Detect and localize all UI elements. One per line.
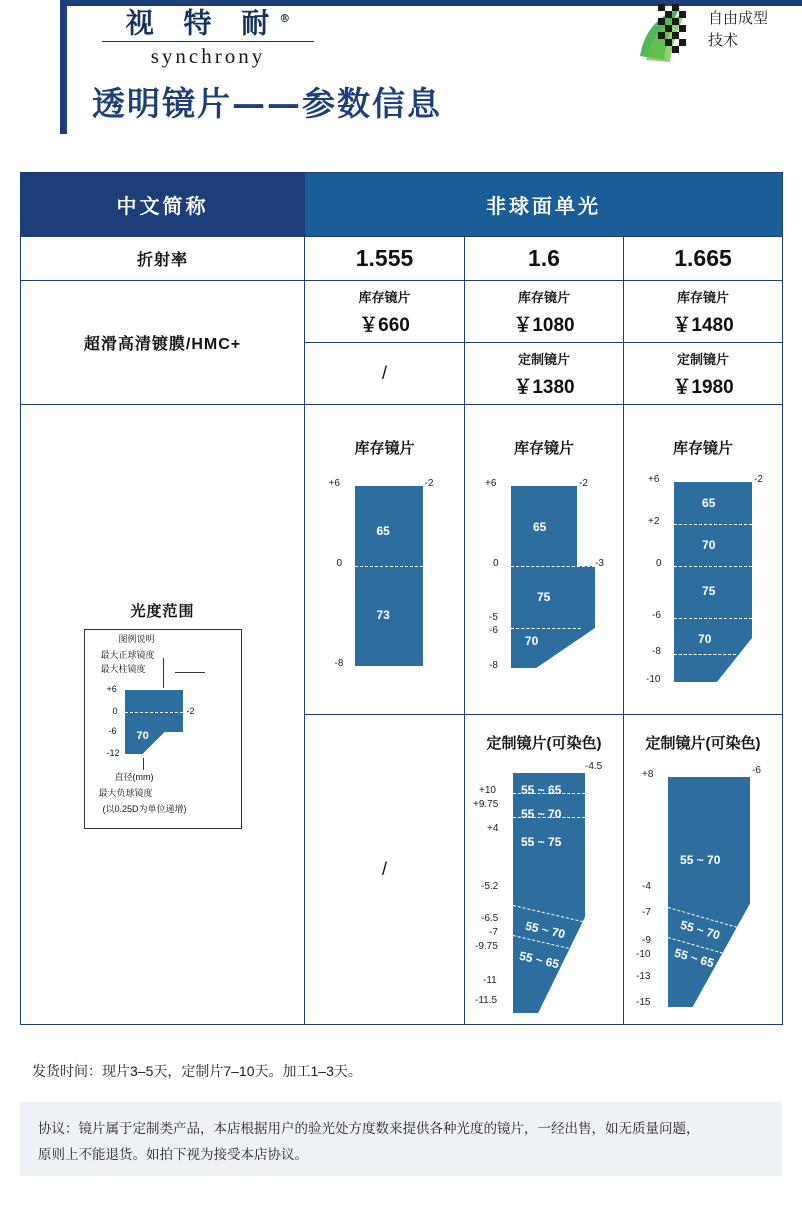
axis-label-4-plus4: +4 bbox=[487, 823, 499, 834]
chart-canvas-4 bbox=[469, 757, 619, 1017]
legend-tick-minus12: -12 bbox=[106, 748, 120, 758]
legend-note: (以0.25D为单位递增) bbox=[102, 804, 187, 814]
price-stock-2 bbox=[465, 281, 624, 343]
axis-label-4-minus11: -11 bbox=[483, 975, 497, 986]
axis-label-2-minus8: -8 bbox=[489, 660, 498, 671]
agreement-line-1: 协议：镜片属于定制类产品，本店根据用户的验光处方度数来提供各种光度的镜片，一经出售，如无质量问题， bbox=[38, 1121, 700, 1136]
price-custom-1 bbox=[305, 343, 465, 405]
axis-label-3-minus2: -2 bbox=[754, 474, 763, 485]
axis-label-5-minus6: -6 bbox=[752, 765, 761, 776]
axis-label-3-plus6: +6 bbox=[648, 474, 660, 485]
axis-label-2-zero: 0 bbox=[493, 558, 499, 569]
page-title: 透明镜片——参数信息 bbox=[92, 84, 442, 123]
index-value-3: 1.665 bbox=[624, 237, 783, 281]
diameter-label-4d: 55 ~ 70 bbox=[523, 918, 567, 942]
index-value-1: 1.555 bbox=[305, 237, 465, 281]
lens-shape-2-bottom bbox=[511, 628, 595, 668]
dash-line-3c bbox=[674, 618, 752, 619]
price-custom-label-3: 定制镜片 bbox=[677, 351, 730, 367]
axis-label-3-zero: 0 bbox=[656, 558, 662, 569]
axis-label-5-minus15: -15 bbox=[636, 997, 651, 1008]
axis-label-5-minus9: -9 bbox=[642, 935, 651, 946]
axis-label-2-plus6: +6 bbox=[485, 478, 497, 489]
legend-dash-0 bbox=[125, 712, 183, 713]
diameter-label-1a: 65 bbox=[376, 524, 390, 538]
axis-label-3-minus6: -6 bbox=[652, 610, 661, 621]
axis-label-5-minus4: -4 bbox=[642, 881, 651, 892]
axis-label-5-minus7: -7 bbox=[642, 907, 651, 918]
dash-line-3d bbox=[674, 654, 736, 655]
price-custom-value-1: / bbox=[381, 363, 387, 383]
price-stock-label-3: 库存镜片 bbox=[677, 289, 730, 305]
axis-label-2-minus6: -6 bbox=[489, 625, 498, 636]
legend-leader-1 bbox=[163, 658, 164, 688]
diameter-label-4b: 55 ~ 70 bbox=[521, 807, 562, 821]
brand-block bbox=[98, 2, 318, 68]
axis-label-4-minus45: -4.5 bbox=[585, 761, 603, 772]
chart-custom-1665 bbox=[624, 715, 783, 1025]
price-stock-label-1: 库存镜片 bbox=[358, 289, 411, 305]
header-cell-name: 中文简称 bbox=[21, 173, 305, 237]
axis-label-4-minus115: -11.5 bbox=[475, 995, 498, 1006]
diameter-label-2c: 70 bbox=[525, 634, 539, 648]
legend-leader-2 bbox=[175, 672, 205, 673]
lens-shape-5 bbox=[668, 777, 750, 1007]
diameter-label-2a: 65 bbox=[533, 520, 547, 534]
legend-max-plus-sph: 最大正球镜度 bbox=[100, 650, 155, 660]
price-stock-value-2: ￥1080 bbox=[513, 314, 575, 336]
legend-diameter-value: 70 bbox=[136, 730, 149, 742]
logo-caption bbox=[708, 8, 768, 52]
axis-label-3-minus8: -8 bbox=[652, 646, 661, 657]
legend-tick-plus6: +6 bbox=[106, 684, 117, 694]
axis-label-2-minus3: -3 bbox=[595, 558, 604, 569]
axis-label-3-minus10: -10 bbox=[646, 674, 661, 685]
axis-label-4-minus975: -9.75 bbox=[475, 941, 498, 952]
price-custom-value-3: ￥1980 bbox=[672, 376, 734, 398]
dash-line-3b bbox=[674, 566, 752, 567]
axis-label-1-minus8: -8 bbox=[334, 658, 344, 669]
brand-name-cn-text: 视 特 耐 bbox=[125, 6, 280, 40]
spec-table bbox=[20, 172, 783, 1025]
lens-shape-3 bbox=[674, 482, 752, 682]
legend-lens-shape-top bbox=[125, 690, 183, 732]
diameter-label-1b: 73 bbox=[376, 608, 390, 622]
logo-caption-line2: 技术 bbox=[708, 32, 739, 49]
diameter-label-3a: 65 bbox=[702, 496, 716, 510]
agreement-block bbox=[20, 1102, 782, 1176]
chart-canvas-2 bbox=[481, 462, 607, 692]
chart-title-stock-3: 库存镜片 bbox=[673, 440, 734, 457]
chart-title-custom-2: 定制镜片(可染色) bbox=[486, 735, 602, 752]
axis-label-2-minus5: -5 bbox=[489, 612, 498, 623]
legend-max-minus-sph: 最大负球镜度 bbox=[98, 788, 153, 798]
brand-name-cn bbox=[98, 2, 318, 40]
registered-icon: ® bbox=[279, 12, 291, 25]
table-row bbox=[21, 281, 783, 343]
brand-divider bbox=[102, 41, 314, 42]
axis-label-4-plus975: +9.75 bbox=[473, 799, 499, 810]
price-stock-1 bbox=[305, 281, 465, 343]
legend-tick-0: 0 bbox=[112, 706, 118, 716]
legend-tick-minus2: -2 bbox=[186, 706, 195, 716]
table-header-row bbox=[21, 173, 783, 237]
axis-label-4-minus52: -5.2 bbox=[481, 881, 499, 892]
chart-stock-1665 bbox=[624, 405, 783, 715]
page-header bbox=[0, 0, 802, 152]
table-row bbox=[21, 237, 783, 281]
diameter-label-4a: 55 ~ 65 bbox=[521, 783, 562, 797]
chart-stock-16 bbox=[465, 405, 624, 715]
axis-label-4-minus65: -6.5 bbox=[481, 913, 499, 924]
price-custom-2 bbox=[465, 343, 624, 405]
freeform-logo-icon bbox=[628, 0, 702, 70]
chart-empty-mark: / bbox=[381, 859, 387, 879]
brand-name-en: synchrony bbox=[150, 44, 266, 69]
diameter-label-2b: 75 bbox=[537, 590, 551, 604]
axis-label-5-minus10: -10 bbox=[636, 949, 651, 960]
diameter-label-4e: 55 ~ 65 bbox=[517, 948, 561, 972]
price-stock-value-1: ￥660 bbox=[359, 314, 410, 336]
dash-line-2b bbox=[511, 628, 581, 629]
dash-line-3a bbox=[674, 524, 752, 525]
agreement-line-2: 原则上不能退货。如拍下视为接受本店协议。 bbox=[38, 1147, 308, 1162]
price-custom-3 bbox=[624, 343, 783, 405]
legend-diameter-label: 直径(mm) bbox=[114, 772, 154, 782]
legend-leader-3 bbox=[143, 758, 144, 770]
axis-label-4-minus7: -7 bbox=[489, 927, 498, 938]
chart-canvas-1 bbox=[325, 462, 445, 692]
legend-cell bbox=[21, 405, 305, 1025]
diameter-label-5a: 55 ~ 70 bbox=[680, 853, 721, 867]
row-label-index: 折射率 bbox=[21, 237, 305, 281]
price-stock-value-3: ￥1480 bbox=[672, 314, 734, 336]
dash-line-2a bbox=[511, 566, 595, 567]
chart-title-custom-3: 定制镜片(可染色) bbox=[645, 735, 761, 752]
index-value-2: 1.6 bbox=[465, 237, 624, 281]
legend-max-cyl: 最大柱镜度 bbox=[100, 664, 146, 674]
diameter-label-3b: 70 bbox=[702, 538, 716, 552]
header-cell-type: 非球面单光 bbox=[305, 173, 783, 237]
axis-label-2-minus2: -2 bbox=[579, 478, 588, 489]
legend-diagram bbox=[84, 629, 242, 829]
legend-title: 光度范围 bbox=[130, 603, 195, 620]
chart-custom-1555-empty bbox=[305, 715, 465, 1025]
axis-label-1-minus2: -2 bbox=[424, 478, 434, 489]
axis-label-5-plus8: +8 bbox=[642, 769, 654, 780]
axis-label-1-plus6: +6 bbox=[328, 478, 340, 489]
header-left-bar bbox=[60, 0, 67, 134]
legend-tick-minus6: -6 bbox=[108, 726, 117, 736]
logo-caption-line1: 自由成型 bbox=[708, 10, 769, 27]
diameter-label-5b: 55 ~ 70 bbox=[678, 917, 722, 943]
axis-label-5-minus13: -13 bbox=[636, 971, 651, 982]
price-stock-3 bbox=[624, 281, 783, 343]
diameter-label-5c: 55 ~ 65 bbox=[672, 945, 716, 971]
chart-title-stock-1: 库存镜片 bbox=[354, 440, 415, 457]
diameter-label-3c: 75 bbox=[702, 584, 716, 598]
price-custom-label-2: 定制镜片 bbox=[517, 351, 570, 367]
chart-canvas-3 bbox=[640, 462, 766, 692]
chart-canvas-5 bbox=[628, 757, 778, 1017]
dash-line-1 bbox=[355, 566, 423, 567]
diameter-label-3d: 70 bbox=[698, 632, 712, 646]
chart-custom-16 bbox=[465, 715, 624, 1025]
chart-title-stock-2: 库存镜片 bbox=[513, 440, 574, 457]
price-stock-label-2: 库存镜片 bbox=[517, 289, 570, 305]
diameter-label-4c: 55 ~ 75 bbox=[521, 835, 562, 849]
shipping-note: 发货时间：现片3–5天，定制片7–10天。加工1–3天。 bbox=[32, 1063, 362, 1079]
chart-stock-1555 bbox=[305, 405, 465, 715]
lens-shape-2-mid bbox=[511, 566, 595, 628]
axis-label-3-plus2: +2 bbox=[648, 516, 660, 527]
axis-label-4-plus10: +10 bbox=[479, 785, 496, 796]
row-label-coating: 超滑高清镀膜/HMC+ bbox=[21, 281, 305, 405]
axis-label-1-zero: 0 bbox=[336, 558, 343, 569]
legend-caption: 图例说明 bbox=[118, 634, 155, 644]
price-custom-value-2: ￥1380 bbox=[513, 376, 575, 398]
lens-shape-1 bbox=[355, 486, 423, 666]
table-row-charts-stock bbox=[21, 405, 783, 715]
